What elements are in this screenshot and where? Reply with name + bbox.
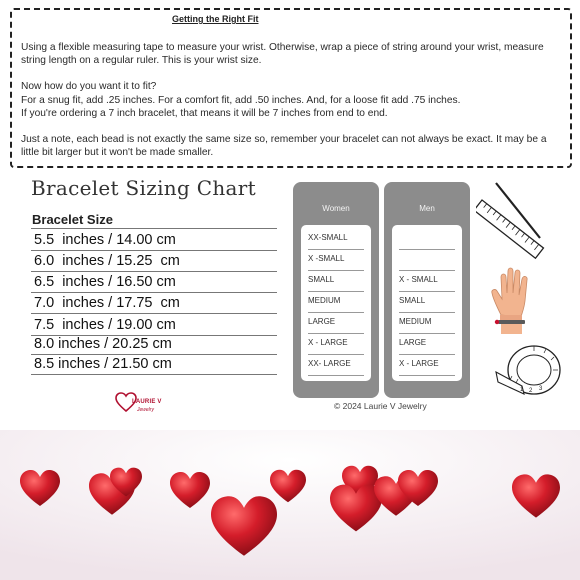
- fit-paragraph-example: If you're ordering a 7 inch bracelet, that means it will be 7 inches from end to end.: [21, 107, 388, 119]
- men-size-item: X - SMALL: [399, 270, 455, 292]
- women-size-item: SMALL: [308, 270, 364, 292]
- men-size-item: SMALL: [399, 291, 455, 313]
- size-row: 5.5 inches / 14.00 cm: [31, 230, 277, 251]
- hearts-decoration: [0, 430, 580, 580]
- women-column: [293, 182, 379, 398]
- measuring-tape-icon: [494, 342, 564, 398]
- women-size-item: MEDIUM: [308, 291, 364, 313]
- women-header: Women: [322, 204, 350, 213]
- logo-name: LAURIE V: [132, 399, 162, 405]
- fit-instructions-box: [10, 8, 572, 168]
- fit-paragraph-note: Just a note, each bead is not exactly the same size so, remember your bracelet can not always be exact. It may be a little bit larger but it won't be made smaller.: [21, 134, 547, 159]
- women-size-item: XX- LARGE: [308, 354, 364, 376]
- ruler-icon: [476, 180, 546, 272]
- women-size-item: XX-SMALL: [308, 228, 364, 250]
- fit-paragraph-question: Now how do you want it to fit?: [21, 81, 157, 93]
- size-row: 7.0 inches / 17.75 cm: [31, 293, 277, 314]
- men-size-item: [399, 249, 455, 271]
- men-size-item: [399, 228, 455, 250]
- size-row: 8.0 inches / 20.25 cm: [31, 334, 277, 355]
- size-row: 7.5 inches / 19.00 cm: [31, 315, 277, 336]
- men-column: [384, 182, 470, 398]
- men-size-panel: [392, 225, 462, 381]
- size-row: 6.5 inches / 16.50 cm: [31, 272, 277, 293]
- chart-subtitle: Bracelet Size: [32, 212, 113, 227]
- svg-text:2: 2: [529, 388, 533, 394]
- copyright-text: © 2024 Laurie V Jewelry: [334, 401, 427, 411]
- svg-text:1: 1: [520, 387, 524, 393]
- hand-icon: [488, 265, 538, 335]
- men-size-item: MEDIUM: [399, 312, 455, 334]
- women-size-item: X - LARGE: [308, 333, 364, 355]
- women-size-item: X -SMALL: [308, 249, 364, 271]
- women-size-item: LARGE: [308, 312, 364, 334]
- fit-paragraph-options: For a snug fit, add .25 inches. For a comfort fit, add .50 inches. And, for a loose fit add .75 inches.: [21, 94, 461, 106]
- fit-paragraph-measure: Using a flexible measuring tape to measure your wrist. Otherwise, wrap a piece of string around your wrist, measure string length on a regular ruler. This is your wrist size.: [21, 42, 544, 67]
- fit-title: Getting the Right Fit: [172, 14, 259, 24]
- men-header: Men: [419, 204, 435, 213]
- men-size-item: X - LARGE: [399, 354, 455, 376]
- svg-text:3: 3: [539, 386, 543, 392]
- size-row: 8.5 inches / 21.50 cm: [31, 354, 277, 375]
- chart-subtitle-divider: [31, 228, 277, 229]
- size-row: 6.0 inches / 15.25 cm: [31, 251, 277, 272]
- fit-instructions-text: [21, 41, 566, 159]
- chart-title: Bracelet Sizing Chart: [31, 176, 256, 200]
- men-size-item: LARGE: [399, 333, 455, 355]
- women-size-panel: [301, 225, 371, 381]
- logo-tagline: Jewelry: [137, 407, 154, 413]
